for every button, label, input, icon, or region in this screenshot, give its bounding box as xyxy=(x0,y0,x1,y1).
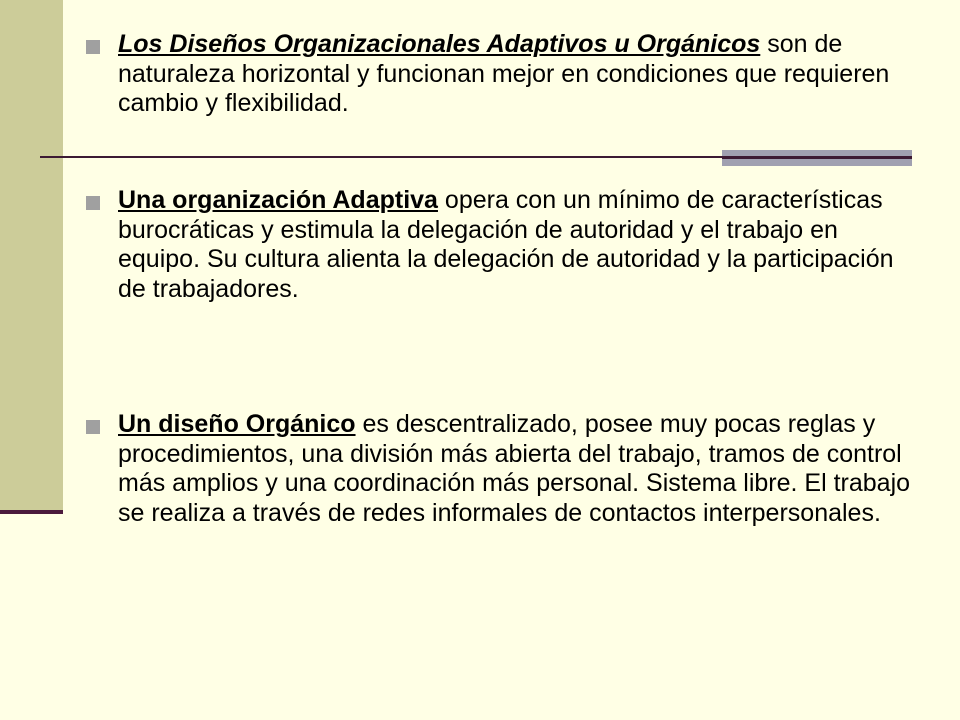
section-divider-accent xyxy=(722,150,912,166)
bullet-square-icon xyxy=(86,196,100,210)
left-accent-bar xyxy=(0,0,63,512)
term-adaptive-organic-designs: Los Diseños Organizacionales Adaptivos u Orgánicos xyxy=(118,30,761,58)
paragraph-organic-design xyxy=(118,410,918,528)
term-organic-design: Un diseño Orgánico xyxy=(118,410,356,438)
paragraph-body: es descentralizado, posee muy pocas reglas y procedimientos, una división más abierta del trabajo, tramos de control más amplios y una coordinación más personal. Sistema libre. El trabajo se realiza a través de redes informales de contactos interpersonales. xyxy=(118,410,911,527)
paragraph-adaptive-organic-designs xyxy=(118,30,918,119)
bullet-square-icon xyxy=(86,40,100,54)
paragraph-adaptive-organization xyxy=(118,186,918,304)
bullet-square-icon xyxy=(86,420,100,434)
term-adaptive-organization: Una organización Adaptiva xyxy=(118,186,438,214)
paragraph-body: opera con un mínimo de características burocráticas y estimula la delegación de autoridad y el trabajo en equipo. Su cultura alienta la delegación de autoridad y la participación de trabajadores. xyxy=(118,186,894,303)
left-accent-rule xyxy=(0,510,63,514)
paragraph-body: son de naturaleza horizontal y funcionan mejor en condiciones que requieren cambio y flexibilidad. xyxy=(118,30,890,117)
